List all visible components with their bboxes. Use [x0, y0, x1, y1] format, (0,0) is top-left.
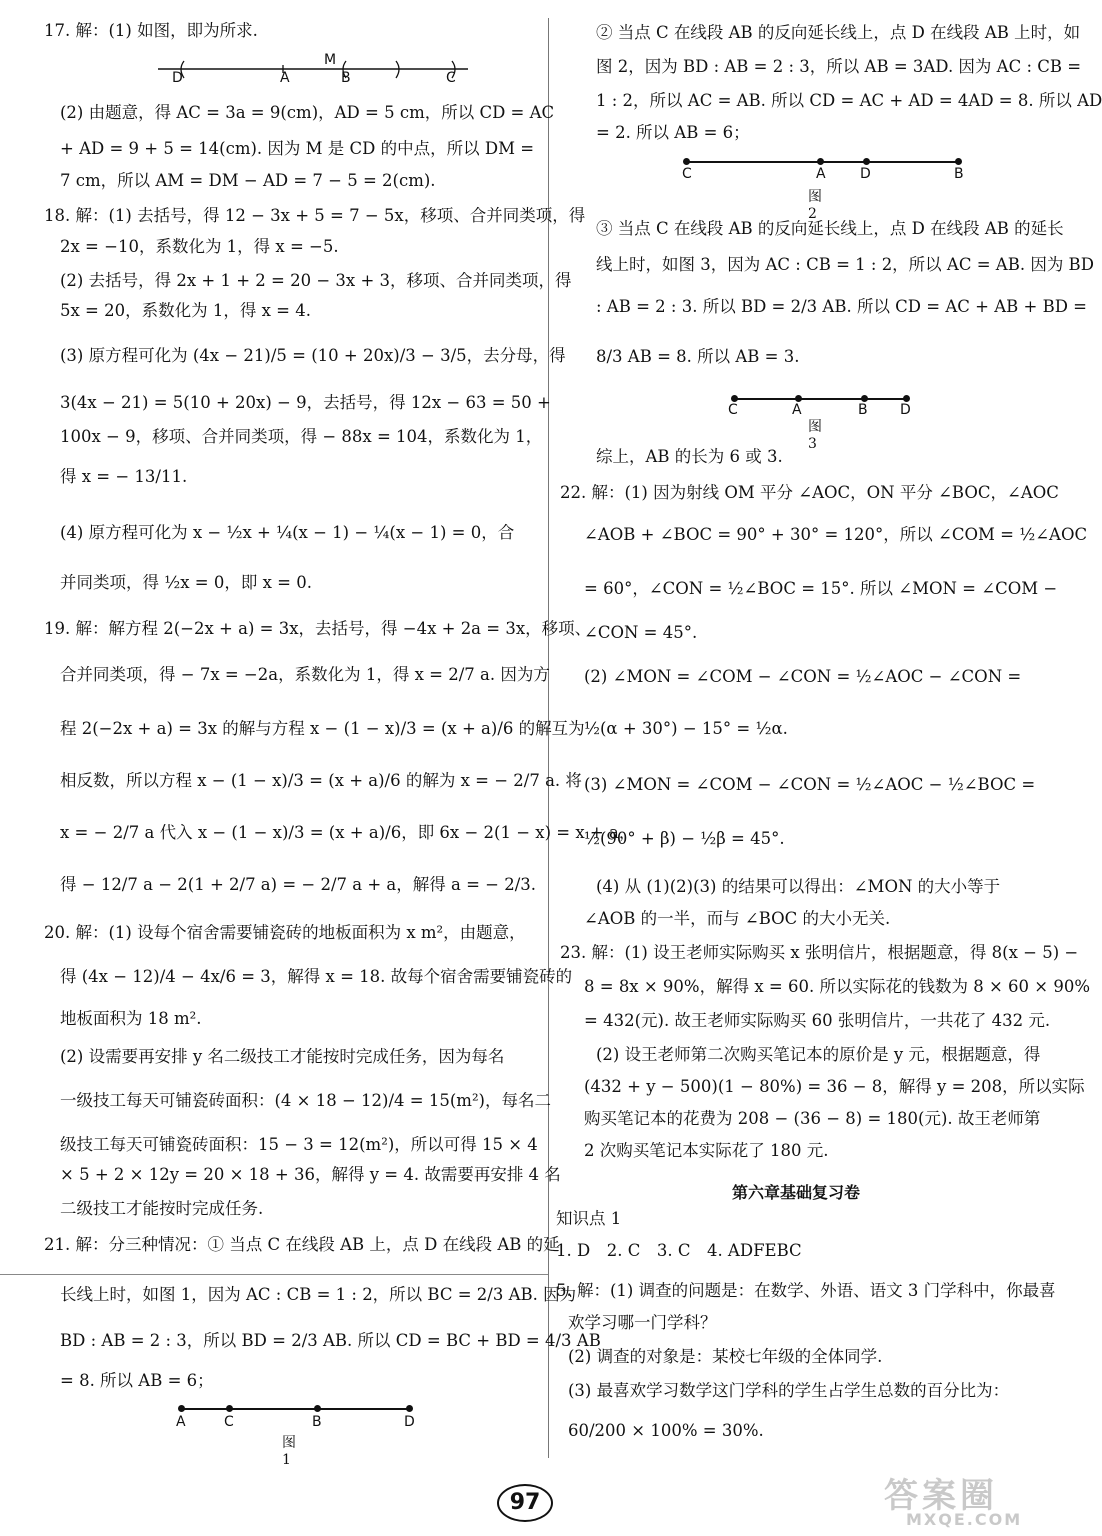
text-line: (2) 由题意，得 AC = 3a = 9(cm)，AD = 5 cm，所以 CD = AC [60, 103, 555, 122]
point-label-d: D [172, 70, 183, 86]
point-label-a: A [792, 402, 802, 418]
text-line: 地板面积为 18 m². [60, 1009, 202, 1028]
text-line: (3) ∠MON = ∠COM − ∠CON = ½∠AOC − ½∠BOC = [584, 775, 1036, 794]
point-dot [861, 395, 868, 402]
text-line: 线上时，如图 3，因为 AC : CB = 1 : 2，所以 AC = AB. 因为 BD [596, 255, 1094, 274]
point-label-c: C [446, 70, 456, 86]
text-line: ∠AOB + ∠BOC = 90° + 30° = 120°，所以 ∠COM = ½∠AOC [584, 525, 1088, 544]
text-line: (432 + y − 500)(1 − 80%) = 36 − 8，解得 y = 208，所以实际 [584, 1077, 1085, 1096]
point-label-b: B [954, 166, 964, 182]
point-dot [683, 158, 690, 165]
figure-1-segment [181, 1408, 411, 1410]
conclusion-line: 综上，AB 的长为 6 或 3. [596, 447, 783, 466]
figure-2-caption: 图2 [808, 189, 822, 222]
text-line: 17. 解：(1) 如图，即为所求. [44, 21, 258, 40]
figure-3-caption: 图3 [808, 419, 822, 452]
knowledge-point-label: 知识点 1 [556, 1209, 622, 1228]
text-line: + AD = 9 + 5 = 14(cm). 因为 M 是 CD 的中点，所以 DM = [60, 139, 535, 158]
point-label-c: C [728, 402, 738, 418]
text-line: 得 x = − 13/11. [60, 467, 188, 486]
point-label-m: M [324, 52, 337, 68]
text-line: ∠AOB 的一半，而与 ∠BOC 的大小无关. [584, 909, 891, 928]
text-line: (3) 原方程可化为 (4x − 21)/5 = (10 + 20x)/3 − 3/5，去分母，得 [60, 346, 566, 365]
text-line: 8/3 AB = 8. 所以 AB = 3. [596, 347, 800, 366]
point-label-a: A [176, 1414, 186, 1430]
text-line: 7 cm，所以 AM = DM − AD = 7 − 5 = 2(cm). [60, 171, 436, 190]
watermark-text: 答案圈 [884, 1476, 998, 1516]
right-column [552, 0, 1102, 1536]
text-line: 2x = −10，系数化为 1，得 x = −5. [60, 237, 339, 256]
point-dot [178, 1405, 185, 1412]
text-line: 19. 解：解方程 2(−2x + a) = 3x，去括号，得 −4x + 2a = 3x，移项、 [44, 619, 592, 638]
text-line: 23. 解：(1) 设王老师实际购买 x 张明信片，根据题意，得 8(x − 5) − [560, 943, 1079, 962]
point-dot [731, 395, 738, 402]
text-line: 级技工每天可铺瓷砖面积：15 − 3 = 12(m²)，所以可得 15 × 4 [60, 1135, 538, 1154]
text-line: 得 − 12/7 a − 2(1 + 2/7 a) = − 2/7 a + a，解得 a = − 2/3. [60, 875, 537, 894]
point-label-a: A [280, 70, 290, 86]
text-line: (2) ∠MON = ∠COM − ∠CON = ½∠AOC − ∠CON = [584, 667, 1022, 686]
text-line: 5. 解：(1) 调查的问题是：在数学、外语、语文 3 门学科中，你最喜 [556, 1281, 1056, 1300]
point-label-d: D [404, 1414, 415, 1430]
point-dot [226, 1405, 233, 1412]
section-title: 第六章基础复习卷 [732, 1183, 861, 1202]
point-dot [314, 1405, 321, 1412]
text-line: 合并同类项，得 − 7x = −2a，系数化为 1，得 x = 2/7 a. 因为方 [60, 665, 550, 684]
text-line: 8 = 8x × 90%，解得 x = 60. 所以实际花的钱数为 8 × 60 × 90% [584, 977, 1090, 996]
text-line: ③ 当点 C 在线段 AB 的反向延长线上，点 D 在线段 AB 的延长 [596, 219, 1064, 238]
figure-17 [150, 56, 480, 86]
point-dot [955, 158, 962, 165]
text-line: ½(α + 30°) − 15° = ½α. [584, 719, 788, 738]
point-label-d: D [860, 166, 871, 182]
text-line: (3) 最喜欢学习数学这门学科的学生占学生总数的百分比为： [568, 1381, 1010, 1400]
text-line: 一级技工每天可铺瓷砖面积：(4 × 18 − 12)/4 = 15(m²)，每名二 [60, 1091, 551, 1110]
text-line: 3(4x − 21) = 5(10 + 20x) − 9，去括号，得 12x − 63 = 50 + [60, 393, 551, 412]
point-dot [863, 158, 870, 165]
text-line: (4) 从 (1)(2)(3) 的结果可以得出：∠MON 的大小等于 [596, 877, 1001, 896]
text-line: × 5 + 2 × 12y = 20 × 18 + 36，解得 y = 4. 故需要再安排 4 名 [60, 1165, 561, 1184]
point-label-a: A [816, 166, 826, 182]
text-line: ∠CON = 45°. [584, 623, 698, 642]
point-label-b: B [341, 70, 351, 86]
point-dot [795, 395, 802, 402]
text-line: 并同类项，得 ½x = 0，即 x = 0. [60, 573, 312, 592]
text-line: x = − 2/7 a 代入 x − (1 − x)/3 = (x + a)/6，即 6x − 2(1 − x) = x + a， [60, 823, 636, 842]
text-line: 相反数，所以方程 x − (1 − x)/3 = (x + a)/6 的解为 x = − 2/7 a. 将 [60, 771, 582, 790]
text-line: (2) 调查的对象是：某校七年级的全体同学. [568, 1347, 883, 1366]
text-line: 100x − 9，移项、合并同类项，得 − 88x = 104，系数化为 1， [60, 427, 543, 446]
watermark-url: MXQE.COM [906, 1510, 1023, 1529]
text-line: 5x = 20，系数化为 1，得 x = 4. [60, 301, 311, 320]
text-line: 1 : 2，所以 AC = AB. 所以 CD = AC + AD = 4AD = 8. 所以 AD [596, 91, 1102, 110]
text-line: 二级技工才能按时完成任务. [60, 1199, 264, 1218]
point-label-c: C [224, 1414, 234, 1430]
point-label-c: C [682, 166, 692, 182]
text-line: (2) 设需要再安排 y 名二级技工才能按时完成任务，因为每名 [60, 1047, 505, 1066]
text-line: 21. 解：分三种情况：① 当点 C 在线段 AB 上，点 D 在线段 AB 的延 [44, 1235, 560, 1254]
text-line: 长线上时，如图 1，因为 AC : CB = 1 : 2，所以 BC = 2/3 AB. 因为 [60, 1285, 577, 1304]
multiple-choice-answers: 1. D 2. C 3. C 4. ADFEBC [556, 1241, 802, 1260]
text-line: = 2. 所以 AB = 6； [596, 123, 750, 142]
figure-3-segment [734, 398, 908, 400]
watermark-logo [876, 1468, 1046, 1532]
text-line: : AB = 2 : 3. 所以 BD = 2/3 AB. 所以 CD = AC + AB + BD = [596, 297, 1087, 316]
text-line: 60/200 × 100% = 30%. [568, 1421, 764, 1440]
point-dot [903, 395, 910, 402]
point-label-b: B [858, 402, 868, 418]
text-line: 欢学习哪一门学科？ [568, 1313, 717, 1332]
text-line: 程 2(−2x + a) = 3x 的解与方程 x − (1 − x)/3 = (x + a)/6 的解互为 [60, 719, 585, 738]
text-line: 22. 解：(1) 因为射线 OM 平分 ∠AOC，ON 平分 ∠BOC，∠AOC [560, 483, 1059, 502]
text-line: ½(90° + β) − ½β = 45°. [584, 829, 785, 848]
text-line: 2 次购买笔记本实际花了 180 元. [584, 1141, 829, 1160]
point-label-b: B [312, 1414, 322, 1430]
text-line: 得 (4x − 12)/4 − 4x/6 = 3，解得 x = 18. 故每个宿舍需要铺瓷砖的 [60, 967, 573, 986]
point-dot [817, 158, 824, 165]
page-number: 97 [497, 1484, 553, 1522]
text-line: = 8. 所以 AB = 6； [60, 1371, 214, 1390]
text-line: ② 当点 C 在线段 AB 的反向延长线上，点 D 在线段 AB 上时，如 [596, 23, 1081, 42]
text-line: (4) 原方程可化为 x − ½x + ¼(x − 1) − ¼(x − 1) = 0，合 [60, 523, 515, 542]
text-line: 20. 解：(1) 设每个宿舍需要铺瓷砖的地板面积为 x m²，由题意， [44, 923, 526, 942]
figure-1-caption: 图1 [282, 1435, 296, 1468]
point-dot [406, 1405, 413, 1412]
text-line: (2) 设王老师第二次购买笔记本的原价是 y 元，根据题意，得 [596, 1045, 1041, 1064]
text-line: 18. 解：(1) 去括号，得 12 − 3x + 5 = 7 − 5x，移项、合并同类项，得 [44, 206, 586, 225]
text-line: = 432(元). 故王老师实际购买 60 张明信片，一共花了 432 元. [584, 1011, 1051, 1030]
text-line: 图 2，因为 BD : AB = 2 : 3，所以 AB = 3AD. 因为 AC : CB = [596, 57, 1082, 76]
point-label-d: D [900, 402, 911, 418]
text-line: BD : AB = 2 : 3，所以 BD = 2/3 AB. 所以 CD = BC + BD = 4/3 AB [60, 1331, 601, 1350]
text-line: (2) 去括号，得 2x + 1 + 2 = 20 − 3x + 3，移项、合并同类项，得 [60, 271, 572, 290]
text-line: 购买笔记本的花费为 208 − (36 − 8) = 180(元). 故王老师第 [584, 1109, 1041, 1128]
text-line: = 60°，∠CON = ½∠BOC = 15°. 所以 ∠MON = ∠COM − [584, 579, 1058, 598]
